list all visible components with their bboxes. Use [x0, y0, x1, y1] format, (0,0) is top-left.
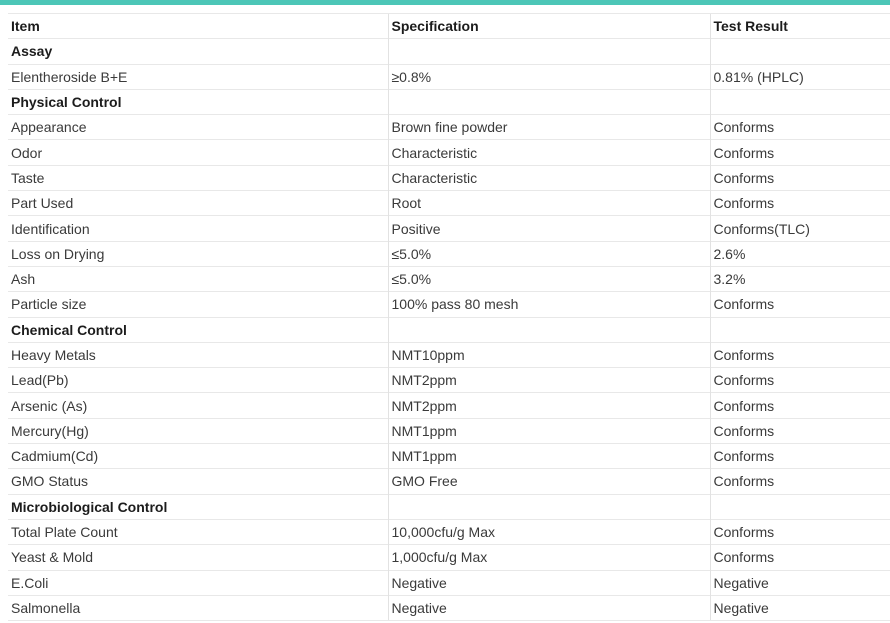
empty-cell: [710, 89, 890, 114]
cell-test-result: Conforms: [710, 469, 890, 494]
cell-test-result: Conforms: [710, 342, 890, 367]
cell-specification: ≤5.0%: [388, 266, 710, 291]
cell-item: Salmonella: [8, 595, 388, 620]
cell-item: Part Used: [8, 191, 388, 216]
table-row: [8, 140, 890, 165]
table-row: [8, 545, 890, 570]
cell-item: Loss on Drying: [8, 241, 388, 266]
cell-specification: 1,000cfu/g Max: [388, 545, 710, 570]
cell-specification: 10,000cfu/g Max: [388, 519, 710, 544]
cell-item: Yeast & Mold: [8, 545, 388, 570]
cell-item: Ash: [8, 266, 388, 291]
spec-table-body: [8, 39, 890, 621]
cell-specification: ≥0.8%: [388, 64, 710, 89]
cell-item: Taste: [8, 165, 388, 190]
cell-specification: NMT10ppm: [388, 342, 710, 367]
section-title: Assay: [8, 39, 388, 64]
specification-table: [8, 13, 890, 621]
table-row: [8, 115, 890, 140]
cell-specification: Negative: [388, 595, 710, 620]
cell-specification: Positive: [388, 216, 710, 241]
table-row: [8, 393, 890, 418]
cell-test-result: Conforms: [710, 519, 890, 544]
cell-item: GMO Status: [8, 469, 388, 494]
cell-test-result: 0.81% (HPLC): [710, 64, 890, 89]
table-row: [8, 595, 890, 620]
cell-item: E.Coli: [8, 570, 388, 595]
cell-test-result: Conforms: [710, 545, 890, 570]
cell-item: Heavy Metals: [8, 342, 388, 367]
cell-specification: Brown fine powder: [388, 115, 710, 140]
table-row: [8, 368, 890, 393]
accent-bar: [0, 0, 890, 5]
cell-specification: NMT1ppm: [388, 418, 710, 443]
cell-test-result: Conforms: [710, 418, 890, 443]
section-row: [8, 89, 890, 114]
cell-specification: GMO Free: [388, 469, 710, 494]
table-row: [8, 216, 890, 241]
section-row: [8, 39, 890, 64]
table-row: [8, 444, 890, 469]
table-row: [8, 519, 890, 544]
cell-specification: Negative: [388, 570, 710, 595]
cell-test-result: Conforms: [710, 140, 890, 165]
section-row: [8, 494, 890, 519]
cell-test-result: 2.6%: [710, 241, 890, 266]
cell-item: Cadmium(Cd): [8, 444, 388, 469]
column-header-test-result: Test Result: [710, 14, 890, 39]
cell-test-result: 3.2%: [710, 266, 890, 291]
cell-specification: Root: [388, 191, 710, 216]
cell-item: Identification: [8, 216, 388, 241]
section-title: Chemical Control: [8, 317, 388, 342]
empty-cell: [388, 39, 710, 64]
table-row: [8, 418, 890, 443]
cell-item: Elentheroside B+E: [8, 64, 388, 89]
cell-specification: ≤5.0%: [388, 241, 710, 266]
cell-item: Mercury(Hg): [8, 418, 388, 443]
cell-test-result: Conforms: [710, 115, 890, 140]
cell-test-result: Conforms: [710, 368, 890, 393]
cell-test-result: Conforms: [710, 165, 890, 190]
cell-item: Odor: [8, 140, 388, 165]
cell-test-result: Conforms: [710, 393, 890, 418]
empty-cell: [388, 494, 710, 519]
empty-cell: [388, 317, 710, 342]
cell-test-result: Conforms: [710, 292, 890, 317]
cell-specification: NMT2ppm: [388, 368, 710, 393]
table-row: [8, 342, 890, 367]
table-row: [8, 570, 890, 595]
cell-item: Arsenic (As): [8, 393, 388, 418]
cell-item: Appearance: [8, 115, 388, 140]
section-title: Microbiological Control: [8, 494, 388, 519]
empty-cell: [710, 494, 890, 519]
cell-test-result: Negative: [710, 595, 890, 620]
table-row: [8, 165, 890, 190]
cell-specification: NMT1ppm: [388, 444, 710, 469]
cell-item: Particle size: [8, 292, 388, 317]
cell-test-result: Negative: [710, 570, 890, 595]
table-row: [8, 64, 890, 89]
empty-cell: [710, 317, 890, 342]
cell-specification: 100% pass 80 mesh: [388, 292, 710, 317]
empty-cell: [710, 39, 890, 64]
table-row: [8, 266, 890, 291]
cell-item: Lead(Pb): [8, 368, 388, 393]
table-row: [8, 469, 890, 494]
section-row: [8, 317, 890, 342]
cell-specification: Characteristic: [388, 140, 710, 165]
cell-test-result: Conforms: [710, 191, 890, 216]
column-header-item: Item: [8, 14, 388, 39]
cell-item: Total Plate Count: [8, 519, 388, 544]
table-row: [8, 241, 890, 266]
cell-specification: Characteristic: [388, 165, 710, 190]
cell-test-result: Conforms(TLC): [710, 216, 890, 241]
table-row: [8, 292, 890, 317]
empty-cell: [388, 89, 710, 114]
cell-specification: NMT2ppm: [388, 393, 710, 418]
cell-test-result: Conforms: [710, 444, 890, 469]
table-row: [8, 191, 890, 216]
column-header-specification: Specification: [388, 14, 710, 39]
section-title: Physical Control: [8, 89, 388, 114]
header-row: [8, 14, 890, 39]
